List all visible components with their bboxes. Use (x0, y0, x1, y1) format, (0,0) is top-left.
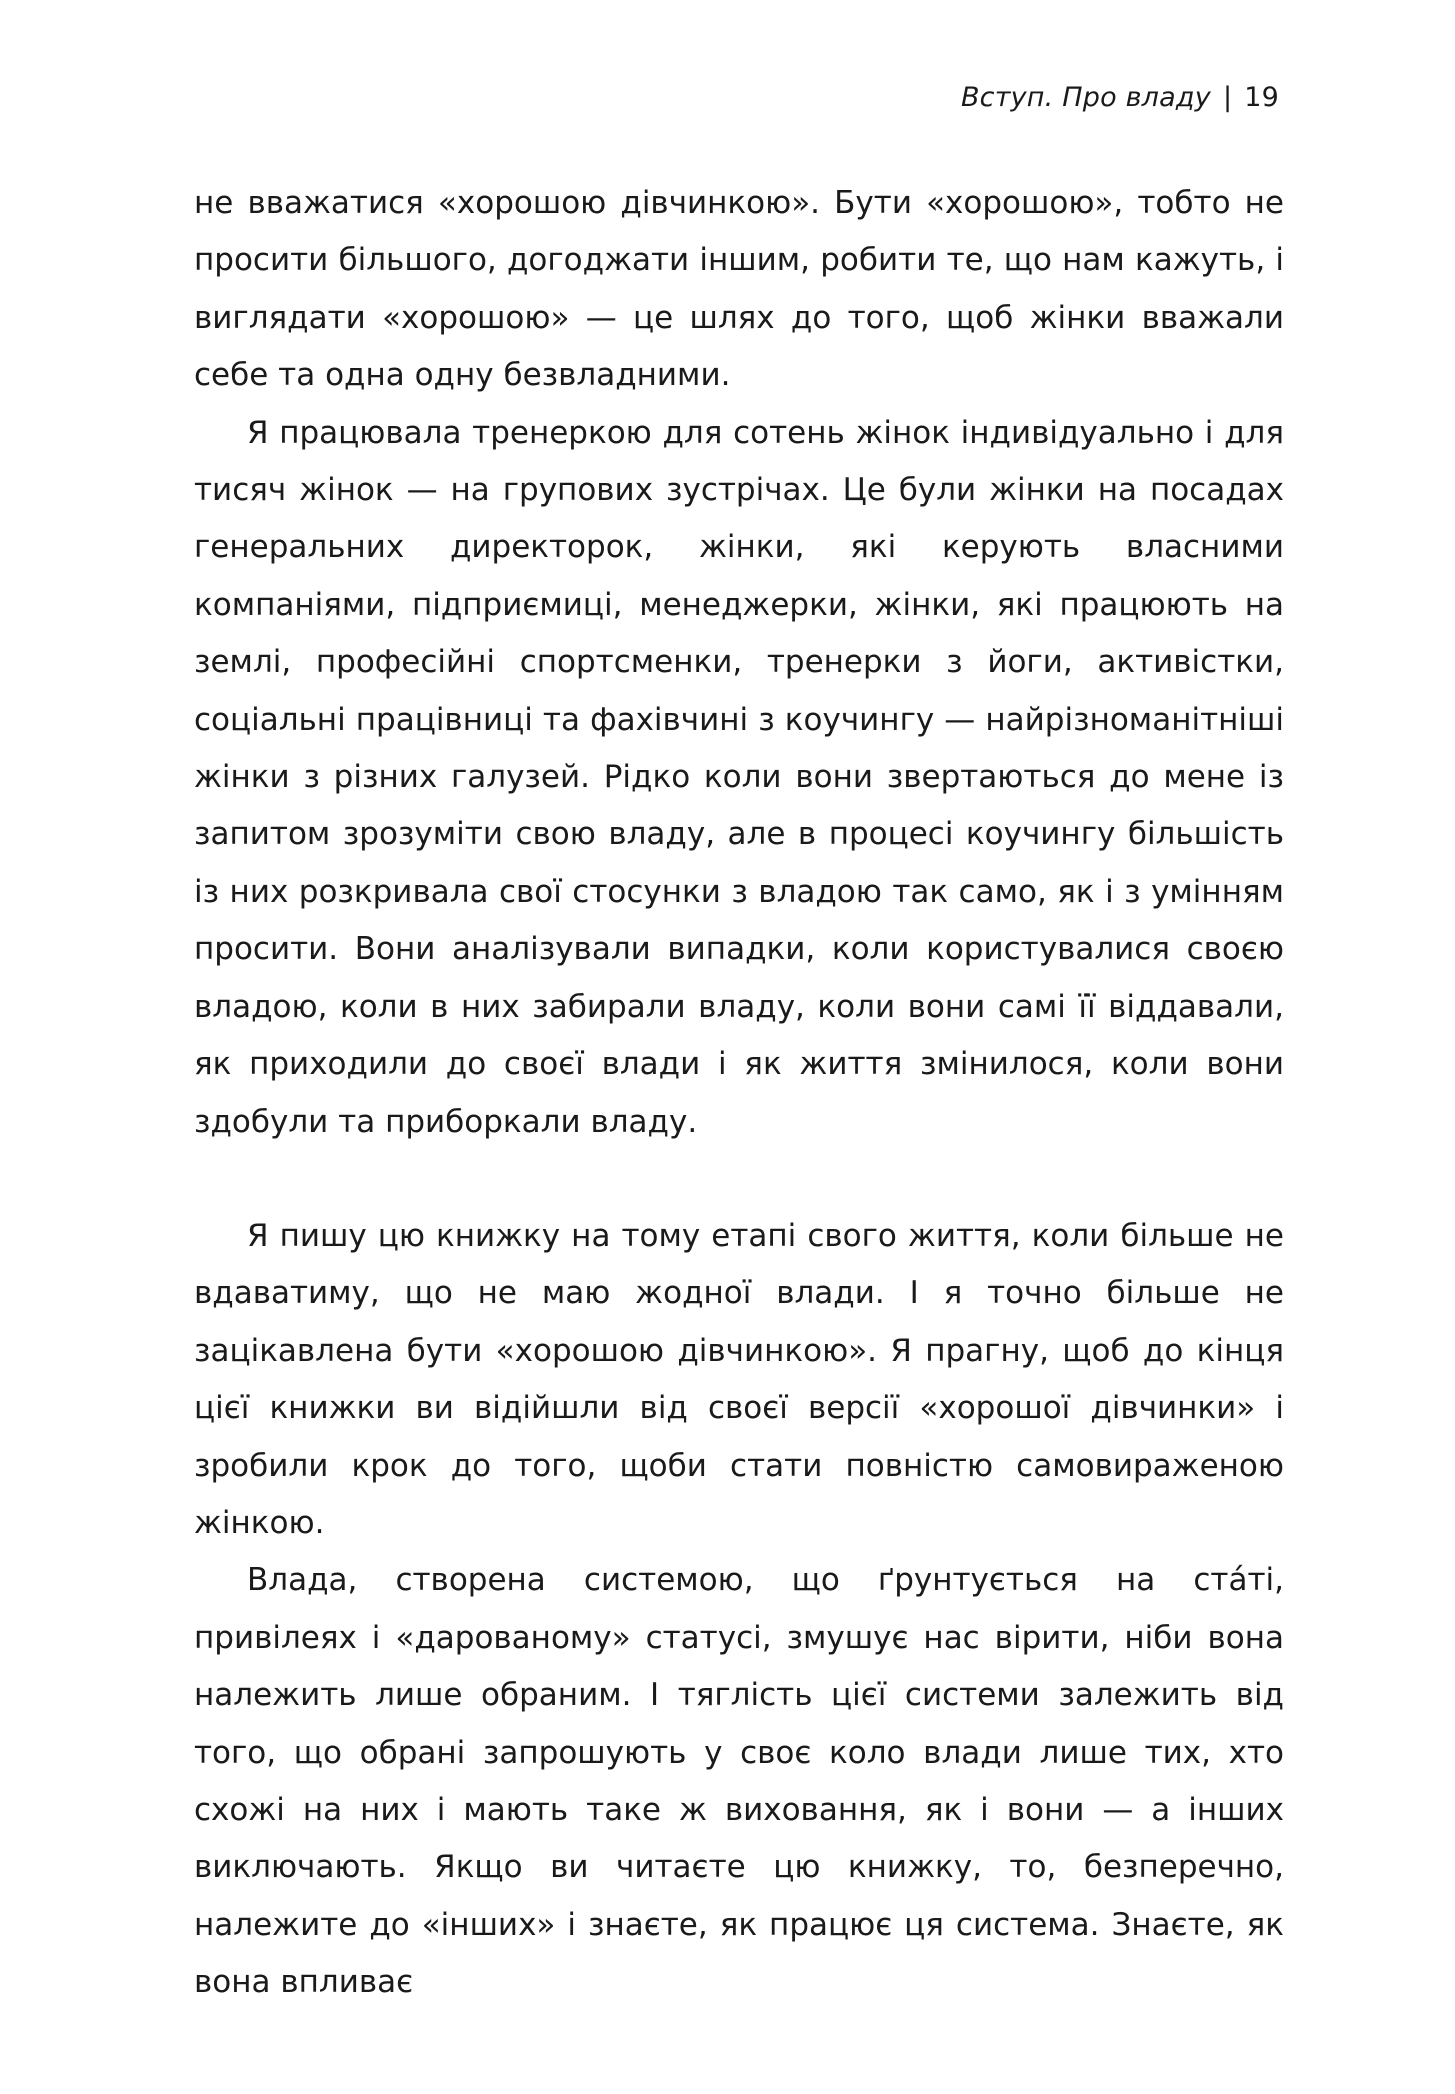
paragraph-coaching: Я працювала тренеркою для сотень жінок індивідуально і для тисяч жінок — на групових зустрічах. Це були жінки на посадах генеральних директорок, жінки, які керують власними компаніями, підприємиці, менеджерки, жінки, які працюють на землі, професійні спортсменки, тренерки з йоги, активістки, соціальні працівниці та фахівчині з коучингу — найрізноманітніші жінки з різних галузей. Рідко коли вони звертаються до мене із запитом зрозуміти свою владу, але в процесі коучингу більшість із них розкривала свої стосунки з владою так само, як і з умінням просити. Вони аналізували випадки, коли користувалися своєю владою, коли в них забирали владу, коли вони самі її віддавали, як приходили до своєї влади і як життя змінилося, коли вони здобули та приборкали владу. (194, 414, 1284, 1140)
paragraph-book-purpose: Я пишу цю книжку на тому етапі свого життя, коли більше не вдаватиму, що не маю жодної влади. І я точно більше не зацікавлена бути «хорошою дівчинкою». Я прагну, щоб до кінця цієї книжки ви відійшли від своєї версії «хорошої дівчинки» і зробили крок до того, щоби стати повністю самовираженою жінкою. (194, 1217, 1284, 1541)
running-title: Вступ. Про владу (960, 82, 1211, 113)
paragraph-power-system: Влада, створена системою, що ґрунтується на ста́ті, привілеях і «дарованому» статусі, змушує нас вірити, ніби вона належить лише обраним. І тяглість цієї системи залежить від того, що обрані запрошують у своє коло влади лише тих, хто схожі на них і мають таке ж виховання, як і вони — а інших виключають. Якщо ви читаєте цю книжку, то, безперечно, належите до «інших» і знаєте, як працює ця система. Знаєте, як вона впливає (194, 1562, 1284, 2001)
page-number: 19 (1244, 82, 1279, 113)
running-head (961, 82, 1279, 113)
body-text (194, 175, 1284, 2012)
header-separator: | (1222, 82, 1233, 113)
paragraph-continuation: не вважатися «хорошою дівчинкою». Бути «хорошою», тобто не просити більшого, догоджати іншим, робити те, що нам кажуть, і виглядати «хорошою» — це шлях до того, щоб жінки вважали себе та одна одну безвладними. (194, 185, 1284, 394)
